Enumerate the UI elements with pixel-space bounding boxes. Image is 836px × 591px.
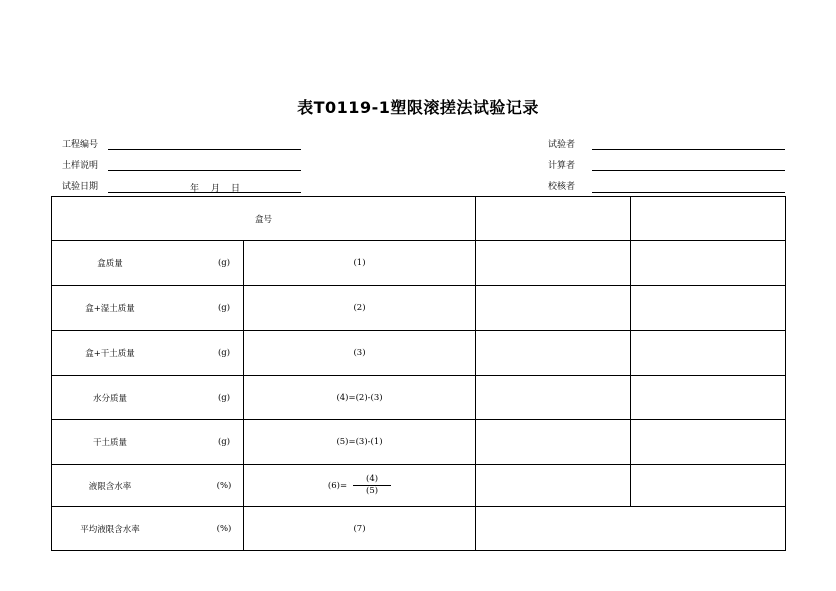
value-cell[interactable] — [631, 465, 786, 507]
value-cell[interactable] — [631, 420, 786, 465]
row-unit: (g) — [217, 303, 231, 313]
formula-prefix: (6)= — [327, 480, 348, 491]
table-row — [52, 197, 786, 241]
box-number-cell-1[interactable] — [476, 197, 631, 241]
row-label: 盒质量 — [97, 259, 123, 269]
value-cell[interactable] — [476, 331, 631, 376]
row-formula: (7) — [244, 507, 476, 551]
date-year-label: 年 — [190, 184, 200, 194]
row-label: 液限含水率 — [88, 481, 132, 492]
average-value-cell[interactable] — [476, 507, 786, 551]
row-formula: (1) — [244, 241, 476, 286]
row-formula: (3) — [244, 331, 476, 376]
box-number-label: 盒号 — [52, 197, 476, 241]
project-number-label: 工程编号 — [62, 140, 99, 150]
tester-line[interactable] — [592, 149, 785, 150]
row-label: 水分质量 — [92, 393, 127, 404]
formula-denominator: (5) — [366, 486, 379, 496]
value-cell[interactable] — [476, 376, 631, 420]
row-formula: (4)=(2)-(3) — [244, 376, 476, 420]
row-unit: (g) — [217, 392, 231, 403]
water-content-formula — [244, 465, 476, 507]
box-number-cell-2[interactable] — [631, 197, 786, 241]
row-label: 平均液限含水率 — [80, 524, 140, 535]
value-cell[interactable] — [476, 465, 631, 507]
row-formula: (2) — [244, 286, 476, 331]
value-cell[interactable] — [631, 241, 786, 286]
row-unit: (%) — [216, 523, 232, 534]
row-formula: (5)=(3)-(1) — [244, 420, 476, 465]
value-cell[interactable] — [476, 241, 631, 286]
row-unit: (g) — [217, 437, 231, 447]
date-day-label: 日 — [231, 184, 241, 194]
row-label: 干土质量 — [92, 438, 127, 448]
row-unit: (%) — [216, 480, 232, 491]
table-row — [52, 331, 786, 376]
row-label: 盒+湿土质量 — [85, 304, 135, 314]
table-row — [52, 286, 786, 331]
value-cell[interactable] — [476, 420, 631, 465]
formula-numerator: (4) — [353, 474, 391, 486]
soil-description-line[interactable] — [108, 170, 301, 171]
calculator-label: 计算者 — [548, 161, 576, 171]
value-cell[interactable] — [476, 286, 631, 331]
table-row — [52, 241, 786, 286]
calculator-line[interactable] — [592, 170, 785, 171]
value-cell[interactable] — [631, 286, 786, 331]
test-record-table — [51, 196, 786, 551]
table-row — [52, 465, 786, 507]
table-row — [52, 420, 786, 465]
row-label: 盒+干土质量 — [85, 349, 135, 359]
table-row — [52, 507, 786, 551]
value-cell[interactable] — [631, 331, 786, 376]
row-unit: (g) — [217, 348, 231, 358]
value-cell[interactable] — [631, 376, 786, 420]
project-number-line[interactable] — [108, 149, 301, 150]
soil-description-label: 土样说明 — [62, 161, 99, 171]
tester-label: 试验者 — [548, 140, 576, 150]
row-unit: (g) — [217, 258, 231, 268]
test-date-line[interactable] — [108, 192, 301, 193]
table-row — [52, 376, 786, 420]
date-month-label: 月 — [211, 184, 221, 194]
page-title: 表T0119-1塑限滚搓法试验记录 — [297, 98, 539, 117]
checker-label: 校核者 — [548, 182, 576, 192]
test-date-label: 试验日期 — [62, 182, 99, 192]
checker-line[interactable] — [592, 192, 785, 193]
